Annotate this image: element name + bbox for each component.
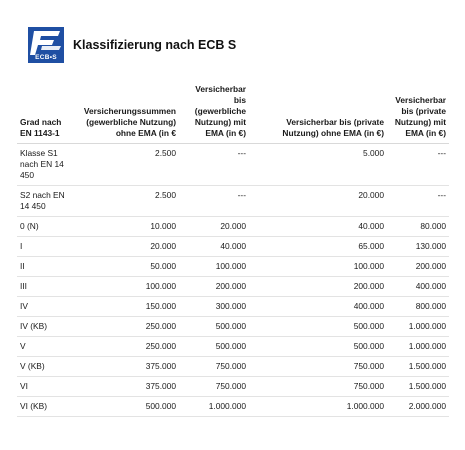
value-cell: 2.000.000 (387, 397, 449, 417)
header-private-no-ema: Versicherbar bis (private Nutzung) ohne EMA (in €) (249, 84, 387, 144)
value-cell: 250.000 (75, 337, 179, 357)
value-cell: 500.000 (249, 337, 387, 357)
grade-cell: I (17, 237, 75, 257)
header-private-with-ema: Versicherbar bis (private Nutzung) mit EMA (in €) (387, 84, 449, 144)
value-cell: 2.500 (75, 186, 179, 217)
table-row (17, 257, 449, 277)
value-cell: 400.000 (249, 297, 387, 317)
value-cell: 800.000 (387, 297, 449, 317)
grade-cell: II (17, 257, 75, 277)
table-row (17, 186, 449, 217)
value-cell: 500.000 (249, 317, 387, 337)
value-cell: 500.000 (75, 397, 179, 417)
table-row (17, 397, 449, 417)
value-cell: 750.000 (179, 377, 249, 397)
value-cell: 375.000 (75, 377, 179, 397)
value-cell: 100.000 (249, 257, 387, 277)
page-header (28, 27, 236, 63)
value-cell: 200.000 (249, 277, 387, 297)
grade-cell: V (KB) (17, 357, 75, 377)
grade-cell: 0 (N) (17, 217, 75, 237)
value-cell: 1.500.000 (387, 357, 449, 377)
grade-cell: V (17, 337, 75, 357)
value-cell: 1.000.000 (179, 397, 249, 417)
value-cell: 1.500.000 (387, 377, 449, 397)
value-cell: 1.000.000 (249, 397, 387, 417)
value-cell: 50.000 (75, 257, 179, 277)
grade-cell: VI (17, 377, 75, 397)
value-cell: --- (387, 144, 449, 186)
value-cell: 80.000 (387, 217, 449, 237)
table-row (17, 317, 449, 337)
value-cell: 130.000 (387, 237, 449, 257)
value-cell: 10.000 (75, 217, 179, 237)
table-row (17, 277, 449, 297)
value-cell: 20.000 (179, 217, 249, 237)
table-row (17, 357, 449, 377)
table-row (17, 237, 449, 257)
value-cell: 750.000 (249, 357, 387, 377)
classification-table (17, 84, 449, 417)
value-cell: 150.000 (75, 297, 179, 317)
value-cell: 300.000 (179, 297, 249, 317)
table-header-row (17, 84, 449, 144)
value-cell: 200.000 (387, 257, 449, 277)
value-cell: --- (179, 144, 249, 186)
value-cell: 1.000.000 (387, 317, 449, 337)
grade-cell: S2 nach EN 14 450 (17, 186, 75, 217)
table-row (17, 297, 449, 317)
value-cell: 100.000 (179, 257, 249, 277)
value-cell: 1.000.000 (387, 337, 449, 357)
value-cell: 5.000 (249, 144, 387, 186)
logo-text: ECB•S (35, 54, 57, 61)
grade-cell: III (17, 277, 75, 297)
value-cell: --- (179, 186, 249, 217)
table-row (17, 377, 449, 397)
value-cell: 500.000 (179, 337, 249, 357)
value-cell: 750.000 (179, 357, 249, 377)
header-commercial-no-ema: Versicherungssummen (gewerbliche Nutzung) ohne EMA (in € (75, 84, 179, 144)
value-cell: 400.000 (387, 277, 449, 297)
header-commercial-with-ema: Versicherbar bis (gewerbliche Nutzung) mit EMA (in €) (179, 84, 249, 144)
grade-cell: IV (KB) (17, 317, 75, 337)
grade-cell: VI (KB) (17, 397, 75, 417)
value-cell: 100.000 (75, 277, 179, 297)
table-row (17, 337, 449, 357)
grade-cell: IV (17, 297, 75, 317)
value-cell: --- (387, 186, 449, 217)
value-cell: 20.000 (249, 186, 387, 217)
value-cell: 2.500 (75, 144, 179, 186)
grade-cell: Klasse S1 nach EN 14 450 (17, 144, 75, 186)
value-cell: 500.000 (179, 317, 249, 337)
page-title: Klassifizierung nach ECB S (73, 38, 237, 52)
header-grade: Grad nach EN 1143-1 (17, 84, 75, 144)
value-cell: 40.000 (249, 217, 387, 237)
value-cell: 65.000 (249, 237, 387, 257)
value-cell: 250.000 (75, 317, 179, 337)
value-cell: 40.000 (179, 237, 249, 257)
value-cell: 200.000 (179, 277, 249, 297)
table-row (17, 217, 449, 237)
ecbs-logo (28, 27, 64, 63)
value-cell: 750.000 (249, 377, 387, 397)
value-cell: 20.000 (75, 237, 179, 257)
value-cell: 375.000 (75, 357, 179, 377)
table-row (17, 144, 449, 186)
